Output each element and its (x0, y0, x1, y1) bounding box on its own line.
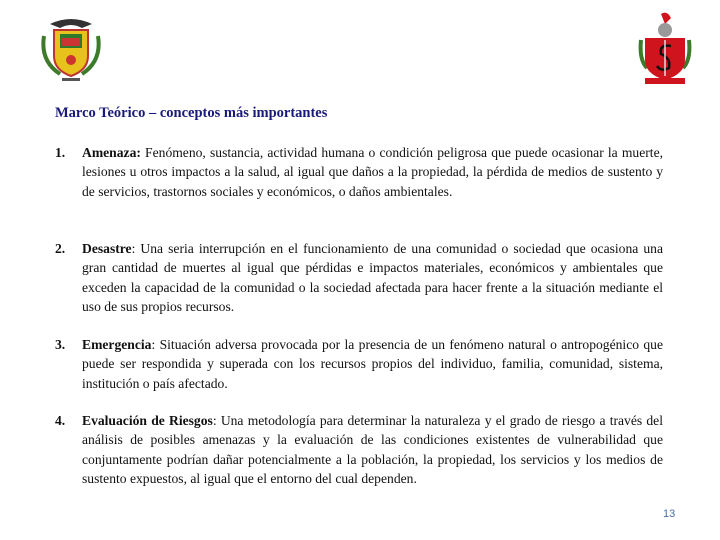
item-term: Evaluación de Riesgos (82, 413, 213, 428)
item-number: 4. (55, 413, 66, 428)
school-crest-right-logo (637, 10, 693, 88)
item-term: Desastre (82, 241, 132, 256)
item-number: 1. (55, 145, 66, 160)
item-number: 3. (55, 337, 66, 352)
definition-item (55, 143, 663, 201)
item-number: 2. (55, 241, 66, 256)
item-text: : Una metodología para determinar la naturaleza y el grado de riesgo a través del análisis de posibles amenazas y la evaluación de las condiciones existentes de vulnerabilidad que conjuntamente podrían dañar potencialmente a la población, la propiedad, los servicios y los medios de sustento expuestos, al igual que el entorno del cual dependen. (82, 413, 663, 486)
slide-title: Marco Teórico – conceptos más importantes (55, 105, 328, 121)
item-text: : Situación adversa provocada por la presencia de un fenómeno natural o antropogénico que puede ser respondida y superada con los recursos propios del individuo, familia, comunidad, sistema, institución o país afectado. (82, 337, 663, 391)
page-number: 13 (663, 508, 676, 520)
definition-item (55, 335, 663, 393)
university-crest-left-logo (38, 16, 104, 86)
item-term: Amenaza: (82, 145, 141, 160)
item-text: Fenómeno, sustancia, actividad humana o condición peligrosa que puede ocasionar la muerte, lesiones u otros impactos a la salud, al igual que daños a la propiedad, la pérdida de medios de sustento y de servicios, trastornos sociales y económicos, o daños ambientales. (82, 145, 663, 199)
item-term: Emergencia (82, 337, 152, 352)
item-text: : Una seria interrupción en el funcionamiento de una comunidad o sociedad que ocasiona una gran cantidad de muertes al igual que pérdidas e impactos materiales, económicos y ambientales que exceden la capacidad de la comunidad o la sociedad afectada para hacer frente a la situación mediante el uso de sus propios recursos. (82, 241, 663, 314)
definition-item (55, 239, 663, 316)
definition-item (55, 411, 663, 488)
